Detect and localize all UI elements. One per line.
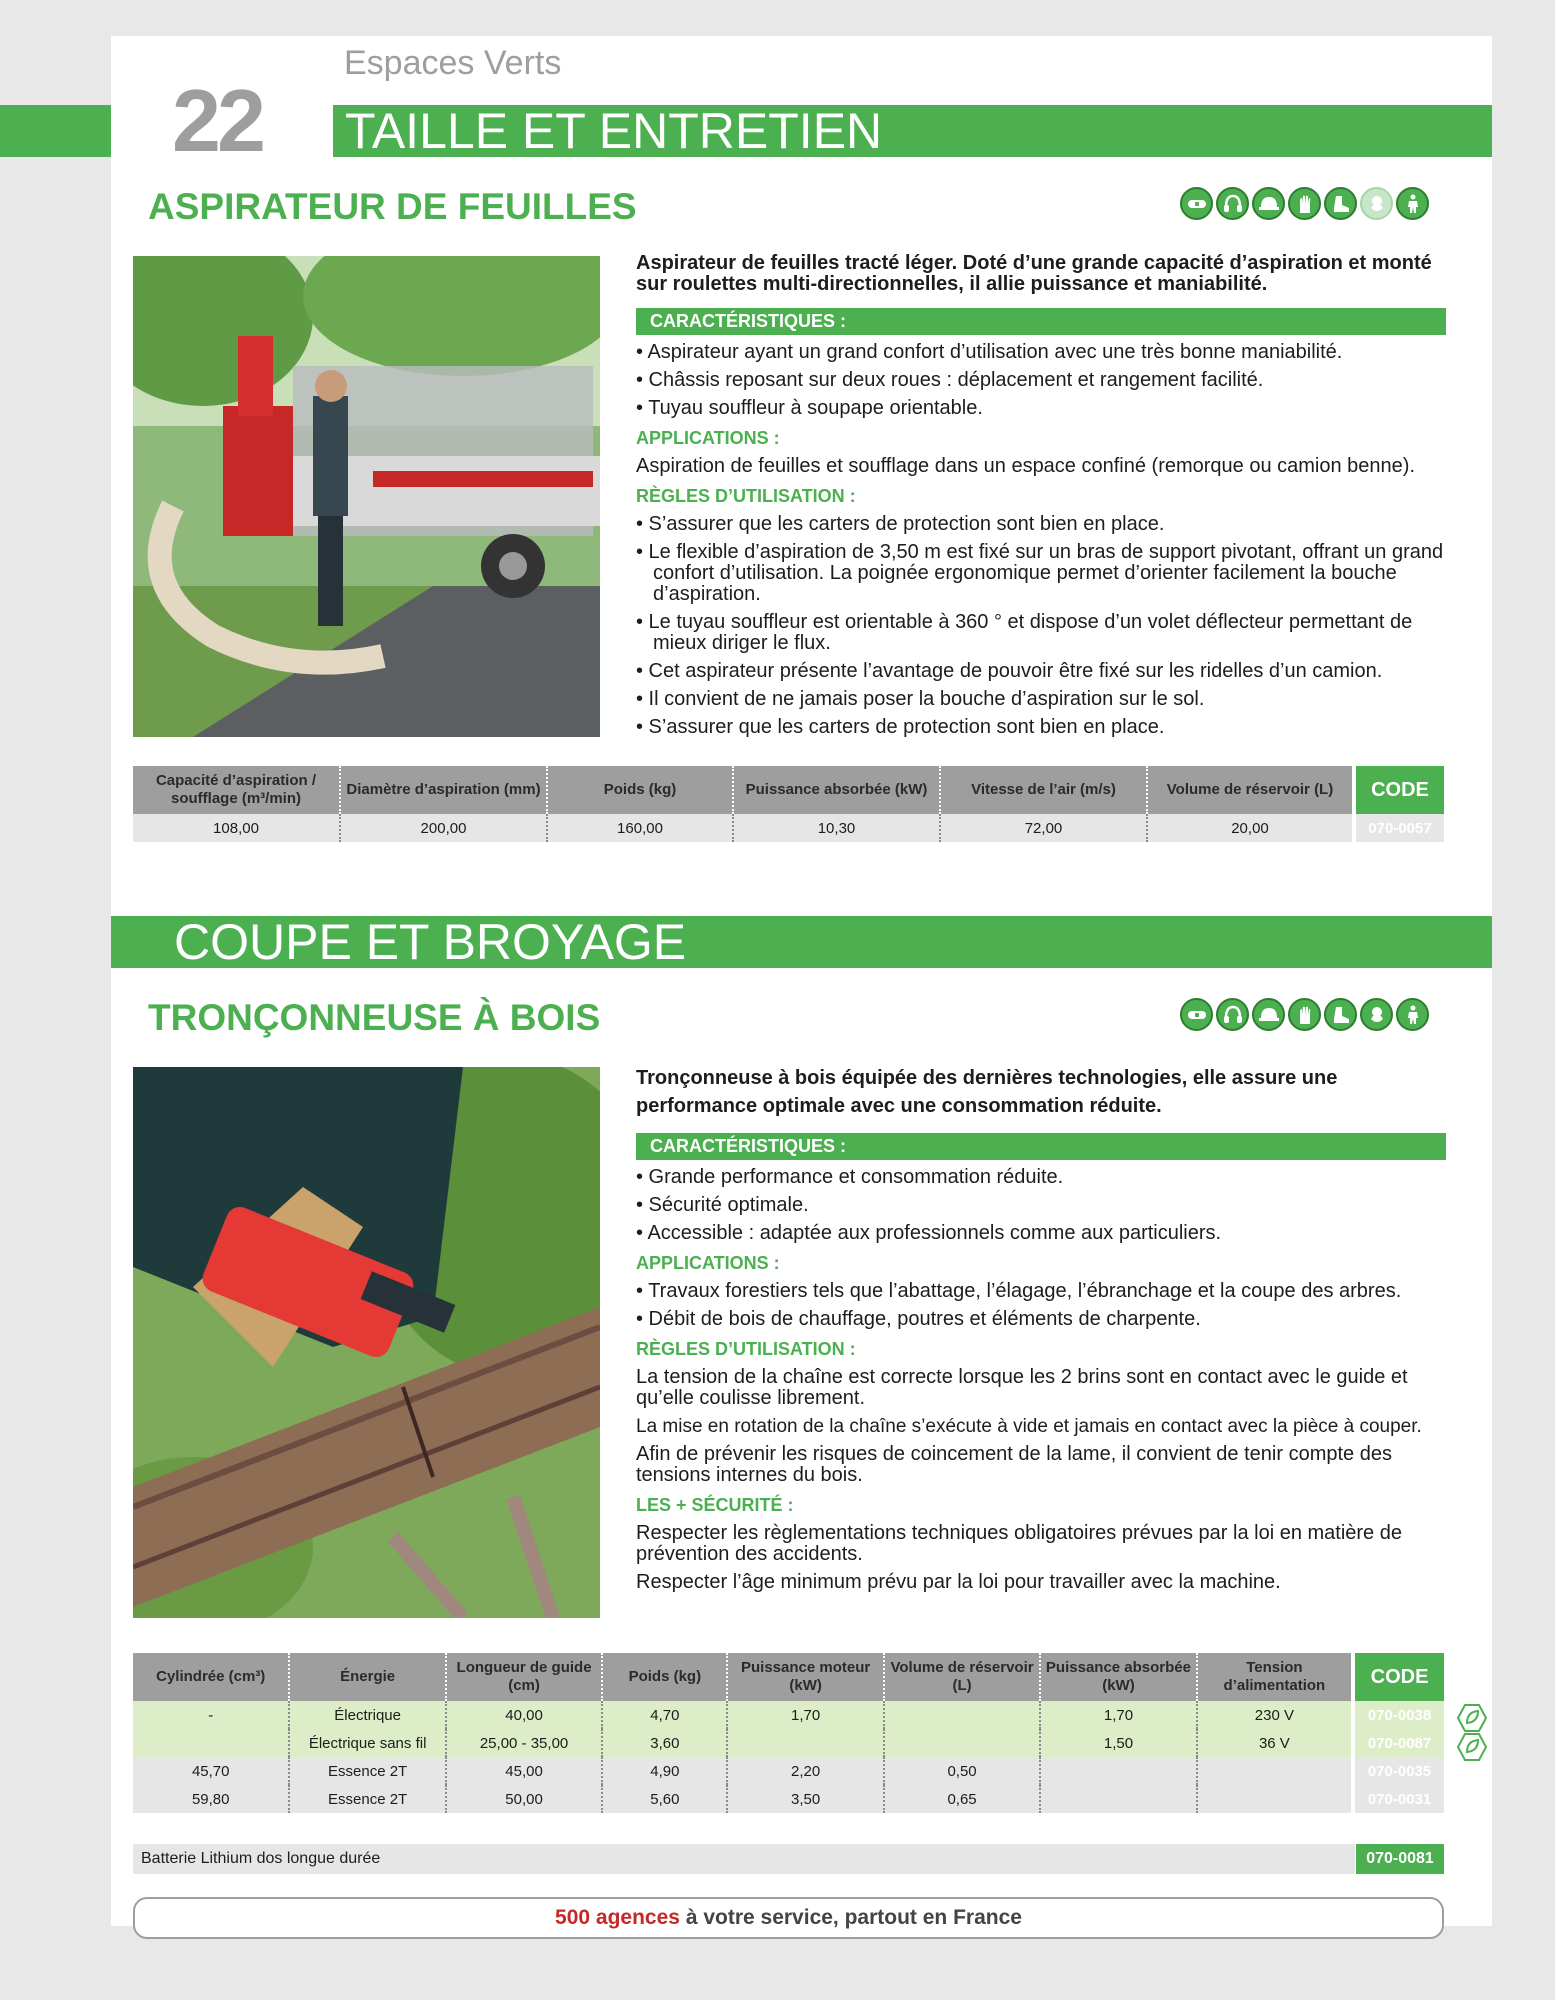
product1-description: [636, 253, 1446, 738]
column-header: Longueur de guide (cm): [446, 1653, 602, 1701]
list-item: • Il convient de ne jamais poser la bouche d’aspiration sur le sol.: [636, 688, 1205, 710]
table-cell: 50,00: [446, 1785, 602, 1813]
table-cell: [133, 1729, 289, 1757]
table-cell: 230 V: [1197, 1701, 1353, 1729]
safety-boots-icon: [1324, 187, 1357, 220]
gloves-icon: [1288, 187, 1321, 220]
column-header: Capacité d’aspiration / soufflage (m³/min): [133, 766, 340, 814]
column-header: Volume de réservoir (L): [884, 1653, 1040, 1701]
table-cell: 108,00: [133, 814, 340, 842]
column-header: Cylindrée (cm³): [133, 1653, 289, 1701]
rules-paragraph: La tension de la chaîne est correcte lorsque les 2 brins sont en contact avec le guide et qu’elle coulisse librement.: [636, 1366, 1408, 1409]
table-cell: 1,70: [727, 1701, 883, 1729]
table-cell: -: [133, 1701, 289, 1729]
table-cell: 160,00: [547, 814, 733, 842]
list-item: • Accessible : adaptée aux professionnels comme aux particuliers.: [636, 1222, 1222, 1244]
column-header: Puissance moteur (kW): [727, 1653, 883, 1701]
column-header: Poids (kg): [547, 766, 733, 814]
column-header: Poids (kg): [602, 1653, 727, 1701]
column-header: Tension d’alimentation: [1197, 1653, 1353, 1701]
column-header: Diamètre d’aspiration (mm): [340, 766, 547, 814]
product2-description: [636, 1064, 1446, 1593]
list-item: • Débit de bois de chauffage, poutres et éléments de charpente.: [636, 1308, 1201, 1330]
table-cell: 59,80: [133, 1785, 289, 1813]
list-item: • Sécurité optimale.: [636, 1194, 809, 1216]
table-row: [133, 1757, 1444, 1785]
table-cell: Électrique: [289, 1701, 445, 1729]
overall-icon: [1396, 187, 1429, 220]
list-item: • Tuyau souffleur à soupape orientable.: [636, 397, 983, 419]
safety-boots-icon: [1324, 998, 1357, 1031]
product-title: TRONÇONNEUSE À BOIS: [148, 997, 601, 1038]
code-header: CODE: [1353, 1653, 1444, 1701]
table-cell: 20,00: [1147, 814, 1354, 842]
table-cell: [884, 1701, 1040, 1729]
table-cell: Électrique sans fil: [289, 1729, 445, 1757]
product-code: 070-0087: [1353, 1729, 1444, 1757]
ear-protection-icon: [1216, 187, 1249, 220]
table-row: [133, 1785, 1444, 1813]
safety-icons: [1180, 998, 1429, 1031]
table-cell: Essence 2T: [289, 1785, 445, 1813]
table-cell: 10,30: [733, 814, 940, 842]
spec-table-chainsaw: [133, 1653, 1444, 1813]
eco-battery-icon: [1457, 1703, 1487, 1733]
section-band: [111, 916, 1492, 968]
product-code: 070-0035: [1353, 1757, 1444, 1785]
ear-protection-icon: [1216, 998, 1249, 1031]
table-cell: 1,70: [1040, 1701, 1196, 1729]
section-supertitle: Espaces Verts: [344, 44, 562, 82]
table-cell: [884, 1729, 1040, 1757]
list-item: • Le tuyau souffleur est orientable à 360 ° et dispose d’un volet déflecteur permettant de mieux diriger le flux.: [636, 611, 1413, 654]
security-paragraph: Respecter les règlementations techniques obligatoires prévues par la loi en matière de prévention des accidents.: [636, 1522, 1402, 1565]
table-cell: 25,00 - 35,00: [446, 1729, 602, 1757]
section-title: TAILLE ET ENTRETIEN: [345, 103, 883, 159]
characteristics-label: CARACTÉRISTIQUES :: [636, 1133, 1446, 1160]
page-edge-band: [0, 105, 111, 157]
list-item: • Cet aspirateur présente l’avantage de pouvoir être fixé sur les ridelles d’un camion.: [636, 660, 1383, 682]
list-item: • Grande performance et consommation réduite.: [636, 1166, 1064, 1188]
table-cell: 0,65: [884, 1785, 1040, 1813]
table-cell: 3,60: [602, 1729, 727, 1757]
goggles-icon: [1180, 998, 1213, 1031]
table-cell: [1197, 1785, 1353, 1813]
list-item: • Aspirateur ayant un grand confort d’utilisation avec une très bonne maniabilité.: [636, 341, 1343, 363]
safety-icons: [1180, 187, 1429, 220]
helmet-icon: [1252, 187, 1285, 220]
list-item: • Le flexible d’aspiration de 3,50 m est fixé sur un bras de support pivotant, offrant un grand confort d’utilisation. La poignée ergonomique permet d’orienter facilement la bouche d’aspiration.: [636, 541, 1444, 605]
leaf-vacuum-photo: [133, 256, 600, 737]
table-cell: [727, 1729, 883, 1757]
table-cell: [1040, 1757, 1196, 1785]
goggles-icon: [1180, 187, 1213, 220]
rules-paragraph: La mise en rotation de la chaîne s’exécute à vide et jamais en contact avec la pièce à couper.: [636, 1416, 1422, 1437]
applications-label: APPLICATIONS :: [636, 1253, 780, 1273]
table-cell: 40,00: [446, 1701, 602, 1729]
rules-paragraph: Afin de prévenir les risques de coincement de la lame, il convient de tenir compte des tensions internes du bois.: [636, 1443, 1392, 1486]
rules-label: RÈGLES D’UTILISATION :: [636, 1339, 856, 1359]
applications-label: APPLICATIONS :: [636, 428, 780, 448]
table-cell: 72,00: [940, 814, 1147, 842]
table-cell: 4,90: [602, 1757, 727, 1785]
table-cell: 45,70: [133, 1757, 289, 1785]
product-code: 070-0038: [1353, 1701, 1444, 1729]
product-intro: Tronçonneuse à bois équipée des dernières technologies, elle assure une performance optimale avec une consommation réduite.: [636, 1067, 1338, 1117]
table-cell: 1,50: [1040, 1729, 1196, 1757]
column-header: Énergie: [289, 1653, 445, 1701]
table-cell: 3,50: [727, 1785, 883, 1813]
table-cell: 0,50: [884, 1757, 1040, 1785]
table-cell: [1040, 1785, 1196, 1813]
list-item: • Travaux forestiers tels que l’abattage, l’élagage, l’ébranchage et la coupe des arbres.: [636, 1280, 1402, 1302]
table-cell: [1197, 1757, 1353, 1785]
helmet-icon: [1252, 998, 1285, 1031]
product-intro: Aspirateur de feuilles tracté léger. Doté d’une grande capacité d’aspiration et monté sur roulettes multi-directionnelles, il allie puissance et maniabilité.: [636, 252, 1432, 295]
section-title: COUPE ET BROYAGE: [174, 914, 687, 970]
rules-label: RÈGLES D’UTILISATION :: [636, 486, 856, 506]
table-cell: 5,60: [602, 1785, 727, 1813]
spec-table-vacuum: [133, 766, 1444, 842]
list-item: • S’assurer que les carters de protection sont bien en place.: [636, 513, 1165, 535]
table-cell: 36 V: [1197, 1729, 1353, 1757]
list-item: • Châssis reposant sur deux roues : déplacement et rangement facilité.: [636, 369, 1264, 391]
footer-highlight: 500 agences: [555, 1906, 680, 1929]
security-paragraph: Respecter l’âge minimum prévu par la loi pour travailler avec la machine.: [636, 1571, 1281, 1593]
table-cell: 200,00: [340, 814, 547, 842]
section-band: [333, 105, 1492, 157]
accessory-label: Batterie Lithium dos longue durée: [133, 1844, 1355, 1874]
table-row: [133, 1701, 1444, 1729]
product-code: 070-0031: [1353, 1785, 1444, 1813]
overall-icon: [1396, 998, 1429, 1031]
list-item: • S’assurer que les carters de protection sont bien en place.: [636, 716, 1165, 738]
column-header: Puissance absorbée (kW): [1040, 1653, 1196, 1701]
dust-mask-icon: [1360, 187, 1393, 220]
chainsaw-photo: [133, 1067, 600, 1618]
table-cell: 45,00: [446, 1757, 602, 1785]
column-header: Volume de réservoir (L): [1147, 766, 1354, 814]
accessory-code: 070-0081: [1356, 1844, 1444, 1874]
applications-text: Aspiration de feuilles et soufflage dans un espace confiné (remorque ou camion benne).: [636, 455, 1416, 477]
table-row: [133, 814, 1444, 842]
characteristics-label: CARACTÉRISTIQUES :: [636, 308, 1446, 335]
table-row: [133, 1729, 1444, 1757]
table-cell: Essence 2T: [289, 1757, 445, 1785]
product-title: ASPIRATEUR DE FEUILLES: [148, 186, 637, 227]
footer-banner: [133, 1897, 1444, 1939]
code-header: CODE: [1354, 766, 1444, 814]
product-code: 070-0057: [1354, 814, 1444, 842]
page-number: 22: [172, 71, 262, 170]
column-header: Puissance absorbée (kW): [733, 766, 940, 814]
dust-mask-icon: [1360, 998, 1393, 1031]
footer-text: à votre service, partout en France: [679, 1906, 1022, 1929]
table-cell: 2,20: [727, 1757, 883, 1785]
eco-battery-icon: [1457, 1732, 1487, 1762]
table-cell: 4,70: [602, 1701, 727, 1729]
security-label: LES + SÉCURITÉ :: [636, 1495, 794, 1515]
gloves-icon: [1288, 998, 1321, 1031]
column-header: Vitesse de l’air (m/s): [940, 766, 1147, 814]
